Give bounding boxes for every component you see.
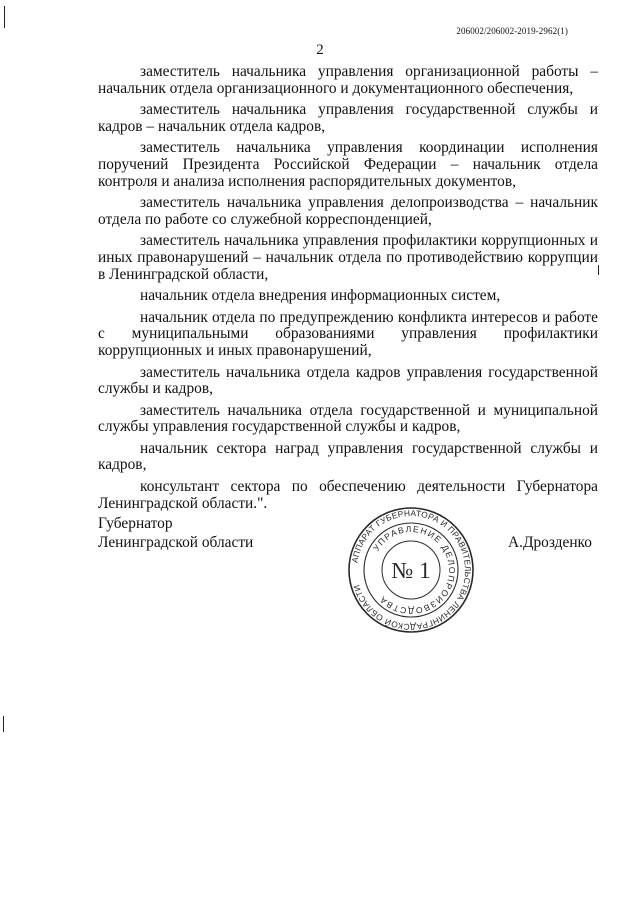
scan-edge-mark-top	[4, 6, 5, 28]
paragraph-9: заместитель начальника отдела государственной и муниципальной службы управления государственной службы и кадров,	[98, 401, 598, 436]
paragraph-7: начальник отдела по предупреждению конфликта интересов и работе с муниципальными образованиями управления профилактики коррупционных и иных правонарушений,	[98, 308, 598, 359]
paragraph-8: заместитель начальника отдела кадров управления государственной службы и кадров,	[98, 363, 598, 398]
paragraph-2: заместитель начальника управления государственной службы и кадров – начальник отдела кадров,	[98, 101, 598, 135]
paragraph-10: начальник сектора наград управления государственной службы и кадров,	[98, 439, 598, 474]
paragraph-1: заместитель начальника управления организационной работы – начальник отдела организационного и документационного обеспечения,	[98, 63, 598, 97]
official-seal	[347, 506, 475, 634]
seal-outer-textpath: АППАРАТ ГУБЕРНАТОРА И ПРАВИТЕЛЬСТВА ЛЕНИНГРАДСКОЙ ОБЛАСТИ	[349, 507, 474, 633]
paragraph-11: консультант сектора по обеспечению деятельности Губернатора Ленинградской области.".	[98, 478, 598, 512]
seal-center-number: № 1	[391, 558, 431, 583]
seal-inner-textpath: УПРАВЛЕНИЕ ДЕЛОПРОИЗВОДСТВА	[370, 523, 458, 617]
page-number: 2	[316, 42, 324, 58]
paragraph-4: заместитель начальника управления делопроизводства – начальник отдела по работе со служебной корреспонденцией,	[98, 194, 598, 228]
document-body	[98, 64, 598, 517]
signatory-name: А.Дрозденко	[508, 534, 592, 551]
paragraph-6: начальник отдела внедрения информационных систем,	[140, 287, 501, 305]
paragraph-5: заместитель начальника управления профилактики коррупционных и иных правонарушений – начальник отдела по противодействию коррупции в Ленинградской области,	[98, 232, 598, 283]
scan-edge-mark-side	[3, 716, 4, 732]
signatory-title-line-1: Губернатор	[98, 515, 173, 532]
paragraph-3: заместитель начальника управления координации исполнения поручений Президента Российской Федерации – начальник отдела контроля и анализа исполнения распорядительных документов,	[98, 139, 598, 190]
document-id: 206002/206002-2019-2962(1)	[456, 26, 568, 36]
scan-edge-mark-right	[598, 265, 599, 275]
signatory-title	[98, 514, 253, 552]
signatory-title-line-2: Ленинградской области	[98, 534, 254, 551]
